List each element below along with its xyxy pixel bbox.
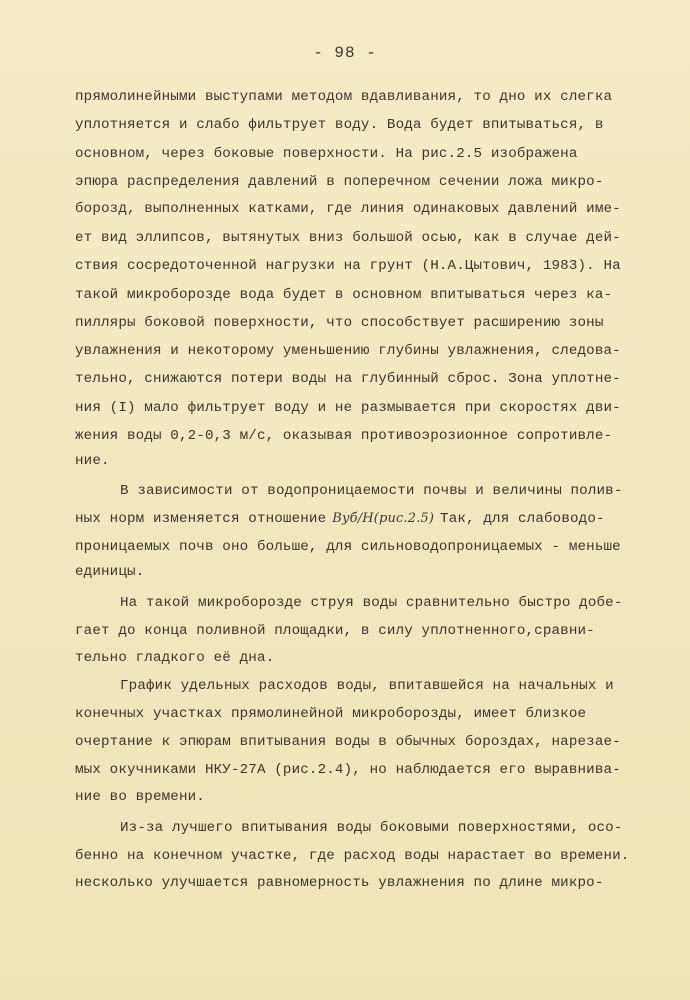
text-line: несколько улучшается равномерность увлажнения по длине микро-	[75, 875, 604, 891]
text-line: ние.	[75, 453, 110, 469]
text-line: мых окучниками НКУ-27А (рис.2.4), но наблюдается его выравнива-	[75, 762, 621, 778]
text-line: бенно на конечном участке, где расход воды нарастает во времени.	[75, 848, 630, 864]
text-line: прямолинейными выступами методом вдавливания, то дно их слегка	[75, 89, 613, 105]
page-number: - 98 -	[313, 44, 377, 62]
text-line: Из-за лучшего впитывания воды боковыми поверхностями, осо-	[120, 820, 623, 836]
text-line: гает до конца поливной площадки, в силу уплотненного,сравни-	[75, 623, 595, 639]
text-line: единицы.	[75, 564, 145, 580]
text-line: ствия сосредоточенной нагрузки на грунт (Н.А.Цытович, 1983). На	[75, 258, 621, 274]
text-line: такой микроборозде вода будет в основном впитываться через ка-	[75, 287, 613, 303]
text-line: ния (I) мало фильтрует воду и не размывается при скоростях дви-	[75, 400, 621, 416]
text-line: График удельных расходов воды, впитавшейся на начальных и	[120, 678, 614, 694]
text-segment: Так, для слабоводо-	[440, 511, 605, 527]
text-line: ет вид эллипсов, вытянутых вниз большой осью, как в случае дей-	[75, 230, 621, 246]
text-line: увлажнения и некоторому уменьшению глубины увлажнения, следова-	[75, 343, 621, 359]
text-line: проницаемых почв оно больше, для сильноводопроницаемых - меньше	[75, 539, 621, 555]
text-line: На такой микроборозде струя воды сравнительно быстро добе-	[120, 595, 623, 611]
text-line: тельно, снижаются потери воды на глубинный сброс. Зона уплотне-	[75, 371, 621, 387]
text-line: жения воды 0,2-0,3 м/с, оказывая противоэрозионное сопротивле-	[75, 428, 613, 444]
text-line: уплотняется и слабо фильтрует воду. Вода будет впитываться, в	[75, 117, 604, 133]
text-line: борозд, выполненных катками, где линия одинаковых давлений име-	[75, 201, 621, 217]
text-line: пилляры боковой поверхности, что способствует расширению зоны	[75, 315, 604, 331]
formula-ratio: Bуб/H(рис.2.5)	[332, 511, 435, 526]
text-line: основном, через боковые поверхности. На рис.2.5 изображена	[75, 146, 578, 162]
text-line: эпюра распределения давлений в поперечном сечении ложа микро-	[75, 174, 604, 190]
text-line: конечных участках прямолинейной микроборозды, имеет близкое	[75, 706, 587, 722]
text-line-with-formula	[75, 510, 605, 528]
text-line: очертание к эпюрам впитывания воды в обычных бороздах, нарезае-	[75, 734, 621, 750]
text-line: ние во времени.	[75, 789, 205, 805]
text-segment: ных норм изменяется отношение	[75, 511, 327, 527]
text-line: тельно гладкого её дна.	[75, 650, 275, 666]
text-line: В зависимости от водопроницаемости почвы и величины полив-	[120, 483, 623, 499]
